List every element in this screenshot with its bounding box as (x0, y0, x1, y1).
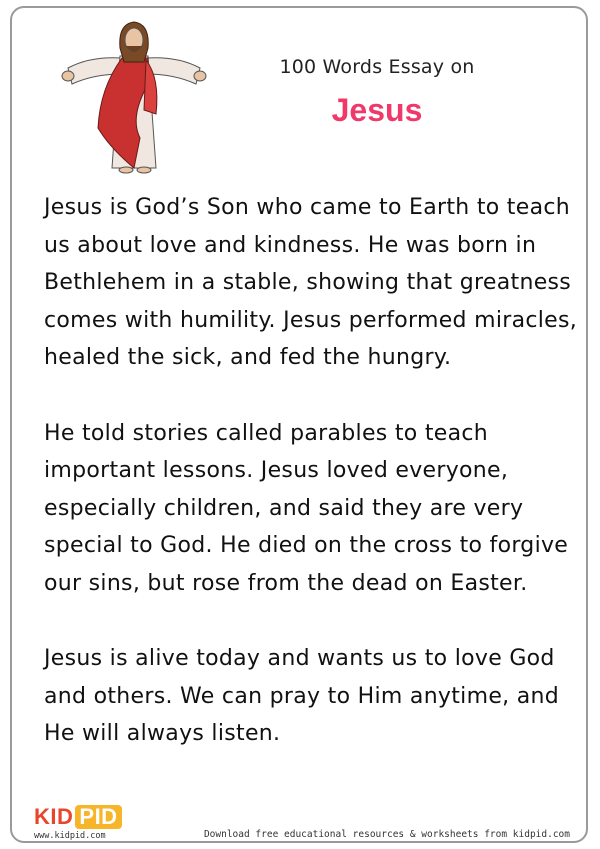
worksheet-page (10, 6, 588, 843)
footer-download-note: Download free educational resources & worksheets from kidpid.com (203, 829, 570, 840)
essay-paragraph: Jesus is alive today and wants us to love God and others. We can pray to Him anytime, and He will always listen. (44, 646, 560, 746)
essay-subtitle: 100 Words Essay on (279, 56, 475, 78)
essay-paragraph: Jesus is God’s Son who came to Earth to teach us about love and kindness. He was born in Bethlehem in a stable, showing that greatness comes with humility. Jesus performed miracles, healed the sick, and fed the hungry. (44, 195, 578, 370)
logo-url[interactable]: www.kidpid.com (34, 831, 106, 841)
essay-paragraph: He told stories called parables to teach important lessons. Jesus loved everyone, especially children, and said they are very special to God. He died on the cross to forgive our sins, but rose from the dead on Easter. (44, 420, 569, 596)
logo-wordmark (34, 805, 122, 829)
logo-pid-text: PID (75, 805, 121, 829)
essay-title: Jesus (331, 92, 423, 128)
kidpid-logo[interactable] (34, 805, 122, 841)
essay-body (44, 189, 584, 753)
logo-kid-text: KID (34, 804, 74, 829)
jesus-figure-icon (60, 18, 208, 178)
